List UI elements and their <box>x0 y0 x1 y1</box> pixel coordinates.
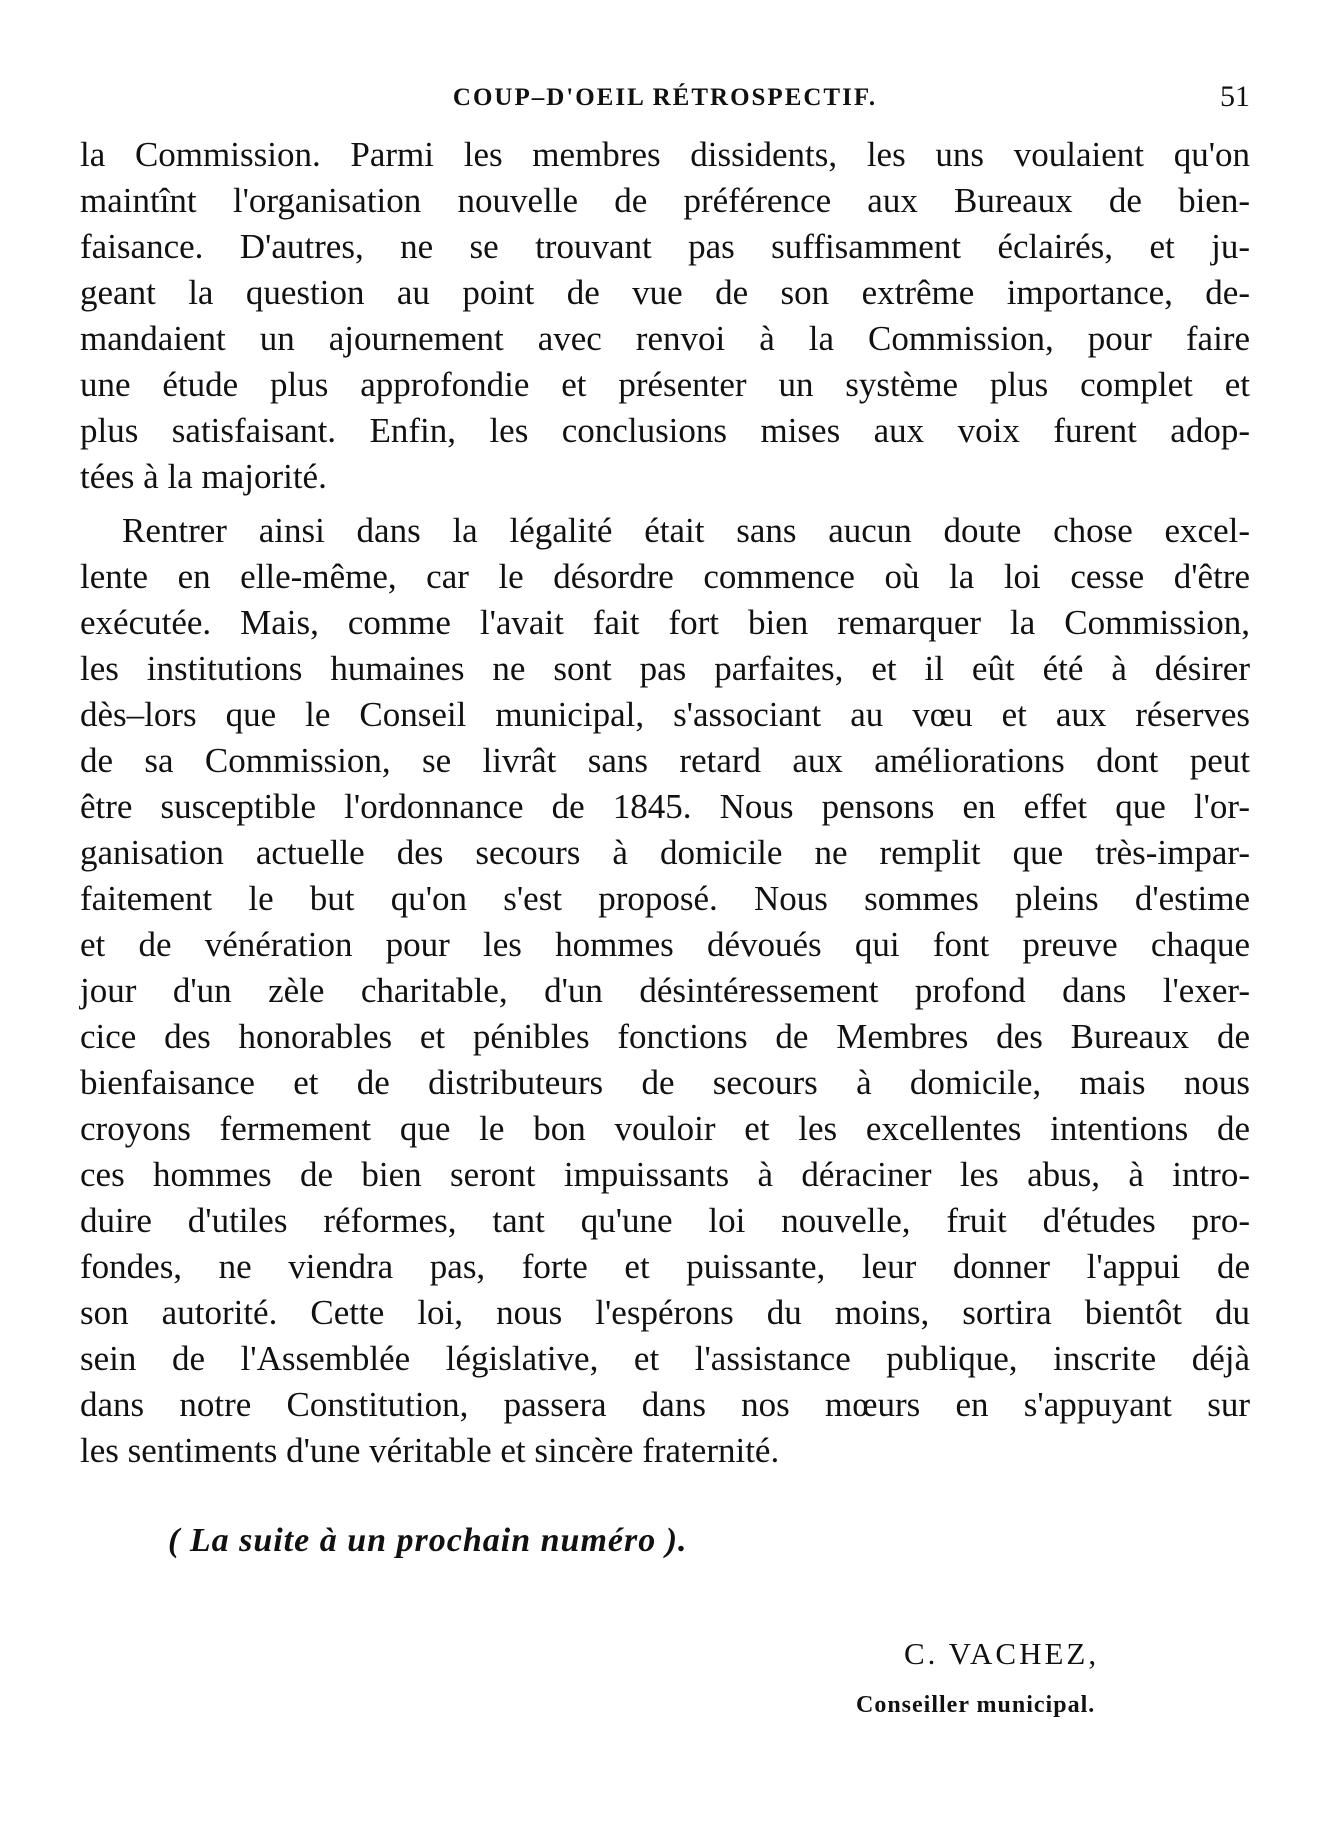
paragraph-2 <box>80 508 1250 1474</box>
text-line: exécutée. Mais, comme l'avait fait fort bien remarquer la Commission, <box>80 603 1250 642</box>
text-line: Rentrer ainsi dans la légalité était sans aucun doute chose excel- <box>122 511 1250 550</box>
text-line: les sentiments d'une véritable et sincère fraternité. <box>80 1431 780 1470</box>
text-line: mandaient un ajournement avec renvoi à la Commission, pour faire <box>80 319 1250 358</box>
text-line: ganisation actuelle des secours à domicile ne remplit que très-impar- <box>80 833 1250 872</box>
text-line: ces hommes de bien seront impuissants à déraciner les abus, à intro- <box>80 1155 1250 1194</box>
text-line: son autorité. Cette loi, nous l'espérons du moins, sortira bientôt du <box>80 1293 1250 1332</box>
continuation-note: ( La suite à un prochain numéro ). <box>168 1522 688 1559</box>
signature-name: C. VACHEZ, <box>904 1636 1100 1671</box>
text-line: bienfaisance et de distributeurs de secours à domicile, mais nous <box>80 1063 1250 1102</box>
paragraph-gap <box>80 500 1250 508</box>
text-line: cice des honorables et pénibles fonctions de Membres des Bureaux de <box>80 1017 1250 1056</box>
text-line: faitement le but qu'on s'est proposé. Nous sommes pleins d'estime <box>80 879 1250 918</box>
text-line: la Commission. Parmi les membres dissidents, les uns voulaient qu'on <box>80 135 1250 174</box>
text-line: sein de l'Assemblée législative, et l'assistance publique, inscrite déjà <box>80 1339 1250 1378</box>
text-line: duire d'utiles réformes, tant qu'une loi nouvelle, fruit d'études pro- <box>80 1201 1250 1240</box>
text-line: dans notre Constitution, passera dans nos mœurs en s'appuyant sur <box>80 1385 1250 1424</box>
text-line: plus satisfaisant. Enfin, les conclusions mises aux voix furent adop- <box>80 411 1250 450</box>
text-line: une étude plus approfondie et présenter un système plus complet et <box>80 365 1250 404</box>
text-line: les institutions humaines ne sont pas parfaites, et il eût été à désirer <box>80 649 1250 688</box>
running-header <box>80 80 1250 124</box>
text-line: lente en elle-même, car le désordre commence où la loi cesse d'être <box>80 557 1250 596</box>
signature-role: Conseiller municipal. <box>856 1692 1096 1718</box>
text-line: et de vénération pour les hommes dévoués qui font preuve chaque <box>80 925 1250 964</box>
text-line: dès–lors que le Conseil municipal, s'associant au vœu et aux réserves <box>80 695 1250 734</box>
text-line: croyons fermement que le bon vouloir et les excellentes intentions de <box>80 1109 1250 1148</box>
text-line: être susceptible l'ordonnance de 1845. Nous pensons en effet que l'or- <box>80 787 1250 826</box>
text-line: geant la question au point de vue de son extrême importance, de- <box>80 273 1250 312</box>
text-line: de sa Commission, se livrât sans retard aux améliorations dont peut <box>80 741 1250 780</box>
text-line: fondes, ne viendra pas, forte et puissante, leur donner l'appui de <box>80 1247 1250 1286</box>
text-line: tées à la majorité. <box>80 457 327 496</box>
page-number: 51 <box>1220 80 1250 113</box>
body-text <box>80 132 1250 1474</box>
text-line: maintînt l'organisation nouvelle de préférence aux Bureaux de bien- <box>80 181 1250 220</box>
paragraph-1 <box>80 132 1250 500</box>
text-line: jour d'un zèle charitable, d'un désintéressement profond dans l'exer- <box>80 971 1250 1010</box>
running-title: COUP–D'OEIL RÉTROSPECTIF. <box>452 84 878 111</box>
text-line: faisance. D'autres, ne se trouvant pas suffisamment éclairés, et ju- <box>80 227 1250 266</box>
